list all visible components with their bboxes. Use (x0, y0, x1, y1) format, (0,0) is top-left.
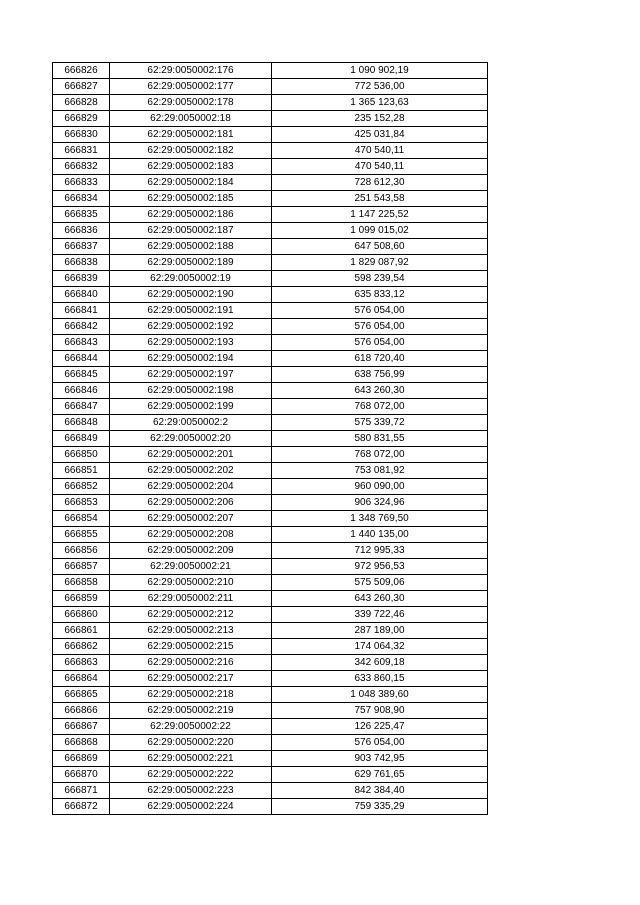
cadastral-number-cell: 62:29:0050002:192 (110, 319, 272, 335)
table-row (53, 671, 488, 687)
table-row (53, 239, 488, 255)
table-row (53, 783, 488, 799)
cadastral-number-cell: 62:29:0050002:221 (110, 751, 272, 767)
row-id-cell: 666832 (53, 159, 110, 175)
table-row (53, 607, 488, 623)
cadastral-number-cell: 62:29:0050002:216 (110, 655, 272, 671)
row-id-cell: 666847 (53, 399, 110, 415)
cadastral-value-cell: 903 742,95 (272, 751, 488, 767)
table-row (53, 63, 488, 79)
cadastral-number-cell: 62:29:0050002:222 (110, 767, 272, 783)
table-row (53, 799, 488, 815)
row-id-cell: 666861 (53, 623, 110, 639)
row-id-cell: 666829 (53, 111, 110, 127)
cadastral-number-cell: 62:29:0050002:199 (110, 399, 272, 415)
cadastral-number-cell: 62:29:0050002:207 (110, 511, 272, 527)
table-row (53, 655, 488, 671)
row-id-cell: 666859 (53, 591, 110, 607)
table-row (53, 623, 488, 639)
cadastral-number-cell: 62:29:0050002:178 (110, 95, 272, 111)
cadastral-value-cell: 1 440 135,00 (272, 527, 488, 543)
cadastral-value-table (52, 62, 488, 815)
cadastral-value-cell: 635 833,12 (272, 287, 488, 303)
cadastral-value-cell: 576 054,00 (272, 319, 488, 335)
table-row (53, 335, 488, 351)
table-row (53, 559, 488, 575)
table-row (53, 159, 488, 175)
cadastral-value-cell: 753 081,92 (272, 463, 488, 479)
row-id-cell: 666854 (53, 511, 110, 527)
cadastral-number-cell: 62:29:0050002:177 (110, 79, 272, 95)
cadastral-value-cell: 728 612,30 (272, 175, 488, 191)
cadastral-number-cell: 62:29:0050002:18 (110, 111, 272, 127)
cadastral-value-cell: 768 072,00 (272, 399, 488, 415)
cadastral-number-cell: 62:29:0050002:186 (110, 207, 272, 223)
cadastral-number-cell: 62:29:0050002:223 (110, 783, 272, 799)
cadastral-value-cell: 1 365 123,63 (272, 95, 488, 111)
table-row (53, 719, 488, 735)
cadastral-value-cell: 972 956,53 (272, 559, 488, 575)
cadastral-number-cell: 62:29:0050002:212 (110, 607, 272, 623)
row-id-cell: 666862 (53, 639, 110, 655)
row-id-cell: 666839 (53, 271, 110, 287)
table-row (53, 687, 488, 703)
cadastral-number-cell: 62:29:0050002:188 (110, 239, 272, 255)
cadastral-value-cell: 425 031,84 (272, 127, 488, 143)
row-id-cell: 666835 (53, 207, 110, 223)
cadastral-number-cell: 62:29:0050002:187 (110, 223, 272, 239)
row-id-cell: 666858 (53, 575, 110, 591)
row-id-cell: 666849 (53, 431, 110, 447)
cadastral-number-cell: 62:29:0050002:210 (110, 575, 272, 591)
row-id-cell: 666836 (53, 223, 110, 239)
cadastral-value-cell: 759 335,29 (272, 799, 488, 815)
cadastral-number-cell: 62:29:0050002:183 (110, 159, 272, 175)
cadastral-number-cell: 62:29:0050002:217 (110, 671, 272, 687)
cadastral-value-cell: 470 540,11 (272, 143, 488, 159)
cadastral-value-cell: 126 225,47 (272, 719, 488, 735)
cadastral-number-cell: 62:29:0050002:206 (110, 495, 272, 511)
cadastral-number-cell: 62:29:0050002:191 (110, 303, 272, 319)
cadastral-number-cell: 62:29:0050002:189 (110, 255, 272, 271)
table-row (53, 591, 488, 607)
row-id-cell: 666851 (53, 463, 110, 479)
cadastral-number-cell: 62:29:0050002:176 (110, 63, 272, 79)
row-id-cell: 666868 (53, 735, 110, 751)
cadastral-number-cell: 62:29:0050002:201 (110, 447, 272, 463)
table-row (53, 495, 488, 511)
cadastral-value-cell: 1 048 389,60 (272, 687, 488, 703)
cadastral-value-cell: 712 995,33 (272, 543, 488, 559)
table-row (53, 527, 488, 543)
cadastral-value-cell: 576 054,00 (272, 335, 488, 351)
cadastral-number-cell: 62:29:0050002:181 (110, 127, 272, 143)
row-id-cell: 666827 (53, 79, 110, 95)
row-id-cell: 666867 (53, 719, 110, 735)
table-row (53, 639, 488, 655)
row-id-cell: 666848 (53, 415, 110, 431)
table-row (53, 95, 488, 111)
cadastral-value-cell: 842 384,40 (272, 783, 488, 799)
table-row (53, 79, 488, 95)
row-id-cell: 666834 (53, 191, 110, 207)
row-id-cell: 666863 (53, 655, 110, 671)
cadastral-value-cell: 174 064,32 (272, 639, 488, 655)
cadastral-value-cell: 633 860,15 (272, 671, 488, 687)
cadastral-number-cell: 62:29:0050002:211 (110, 591, 272, 607)
table-row (53, 767, 488, 783)
cadastral-number-cell: 62:29:0050002:193 (110, 335, 272, 351)
cadastral-number-cell: 62:29:0050002:2 (110, 415, 272, 431)
cadastral-number-cell: 62:29:0050002:198 (110, 383, 272, 399)
row-id-cell: 666843 (53, 335, 110, 351)
cadastral-number-cell: 62:29:0050002:215 (110, 639, 272, 655)
table-row (53, 479, 488, 495)
row-id-cell: 666865 (53, 687, 110, 703)
table-row (53, 319, 488, 335)
table-row (53, 367, 488, 383)
cadastral-value-cell: 342 609,18 (272, 655, 488, 671)
table-row (53, 383, 488, 399)
cadastral-number-cell: 62:29:0050002:208 (110, 527, 272, 543)
cadastral-number-cell: 62:29:0050002:197 (110, 367, 272, 383)
cadastral-number-cell: 62:29:0050002:190 (110, 287, 272, 303)
cadastral-number-cell: 62:29:0050002:220 (110, 735, 272, 751)
cadastral-value-cell: 906 324,96 (272, 495, 488, 511)
table-row (53, 463, 488, 479)
row-id-cell: 666845 (53, 367, 110, 383)
cadastral-number-cell: 62:29:0050002:184 (110, 175, 272, 191)
cadastral-number-cell: 62:29:0050002:219 (110, 703, 272, 719)
cadastral-value-cell: 576 054,00 (272, 735, 488, 751)
cadastral-value-cell: 580 831,55 (272, 431, 488, 447)
cadastral-value-cell: 339 722,46 (272, 607, 488, 623)
row-id-cell: 666872 (53, 799, 110, 815)
cadastral-number-cell: 62:29:0050002:21 (110, 559, 272, 575)
cadastral-value-cell: 1 099 015,02 (272, 223, 488, 239)
cadastral-number-cell: 62:29:0050002:204 (110, 479, 272, 495)
table-row (53, 287, 488, 303)
cadastral-value-cell: 960 090,00 (272, 479, 488, 495)
table-row (53, 751, 488, 767)
cadastral-value-cell: 235 152,28 (272, 111, 488, 127)
cadastral-value-cell: 638 756,99 (272, 367, 488, 383)
row-id-cell: 666866 (53, 703, 110, 719)
cadastral-number-cell: 62:29:0050002:213 (110, 623, 272, 639)
row-id-cell: 666826 (53, 63, 110, 79)
cadastral-number-cell: 62:29:0050002:185 (110, 191, 272, 207)
table-row (53, 399, 488, 415)
table-row (53, 191, 488, 207)
table-row (53, 127, 488, 143)
cadastral-value-cell: 647 508,60 (272, 239, 488, 255)
row-id-cell: 666828 (53, 95, 110, 111)
row-id-cell: 666842 (53, 319, 110, 335)
cadastral-value-cell: 1 829 087,92 (272, 255, 488, 271)
table-row (53, 255, 488, 271)
table-row (53, 543, 488, 559)
row-id-cell: 666831 (53, 143, 110, 159)
cadastral-value-cell: 768 072,00 (272, 447, 488, 463)
cadastral-number-cell: 62:29:0050002:209 (110, 543, 272, 559)
cadastral-value-cell: 598 239,54 (272, 271, 488, 287)
cadastral-value-cell: 643 260,30 (272, 383, 488, 399)
cadastral-value-cell: 575 509,06 (272, 575, 488, 591)
row-id-cell: 666855 (53, 527, 110, 543)
cadastral-value-cell: 1 348 769,50 (272, 511, 488, 527)
row-id-cell: 666833 (53, 175, 110, 191)
cadastral-number-cell: 62:29:0050002:202 (110, 463, 272, 479)
row-id-cell: 666840 (53, 287, 110, 303)
row-id-cell: 666853 (53, 495, 110, 511)
cadastral-value-cell: 757 908,90 (272, 703, 488, 719)
table-row (53, 223, 488, 239)
row-id-cell: 666860 (53, 607, 110, 623)
row-id-cell: 666870 (53, 767, 110, 783)
cadastral-value-cell: 576 054,00 (272, 303, 488, 319)
table-row (53, 303, 488, 319)
row-id-cell: 666856 (53, 543, 110, 559)
row-id-cell: 666844 (53, 351, 110, 367)
row-id-cell: 666838 (53, 255, 110, 271)
row-id-cell: 666871 (53, 783, 110, 799)
table-row (53, 447, 488, 463)
table-body (53, 63, 488, 815)
table-row (53, 511, 488, 527)
cadastral-value-cell: 629 761,65 (272, 767, 488, 783)
cadastral-number-cell: 62:29:0050002:182 (110, 143, 272, 159)
cadastral-number-cell: 62:29:0050002:22 (110, 719, 272, 735)
row-id-cell: 666846 (53, 383, 110, 399)
table-row (53, 703, 488, 719)
cadastral-value-cell: 470 540,11 (272, 159, 488, 175)
table-row (53, 175, 488, 191)
row-id-cell: 666830 (53, 127, 110, 143)
cadastral-number-cell: 62:29:0050002:19 (110, 271, 272, 287)
table-row (53, 415, 488, 431)
row-id-cell: 666864 (53, 671, 110, 687)
cadastral-number-cell: 62:29:0050002:20 (110, 431, 272, 447)
cadastral-value-cell: 643 260,30 (272, 591, 488, 607)
row-id-cell: 666857 (53, 559, 110, 575)
table-row (53, 111, 488, 127)
table-row (53, 575, 488, 591)
cadastral-value-cell: 1 147 225,52 (272, 207, 488, 223)
row-id-cell: 666837 (53, 239, 110, 255)
row-id-cell: 666852 (53, 479, 110, 495)
table-row (53, 431, 488, 447)
table-row (53, 207, 488, 223)
cadastral-number-cell: 62:29:0050002:224 (110, 799, 272, 815)
row-id-cell: 666869 (53, 751, 110, 767)
cadastral-value-cell: 618 720,40 (272, 351, 488, 367)
table-row (53, 271, 488, 287)
row-id-cell: 666850 (53, 447, 110, 463)
table-row (53, 735, 488, 751)
cadastral-value-cell: 251 543,58 (272, 191, 488, 207)
table-row (53, 143, 488, 159)
cadastral-value-cell: 575 339,72 (272, 415, 488, 431)
cadastral-number-cell: 62:29:0050002:194 (110, 351, 272, 367)
cadastral-value-cell: 287 189,00 (272, 623, 488, 639)
cadastral-value-cell: 1 090 902,19 (272, 63, 488, 79)
table-row (53, 351, 488, 367)
cadastral-number-cell: 62:29:0050002:218 (110, 687, 272, 703)
cadastral-value-cell: 772 536,00 (272, 79, 488, 95)
row-id-cell: 666841 (53, 303, 110, 319)
